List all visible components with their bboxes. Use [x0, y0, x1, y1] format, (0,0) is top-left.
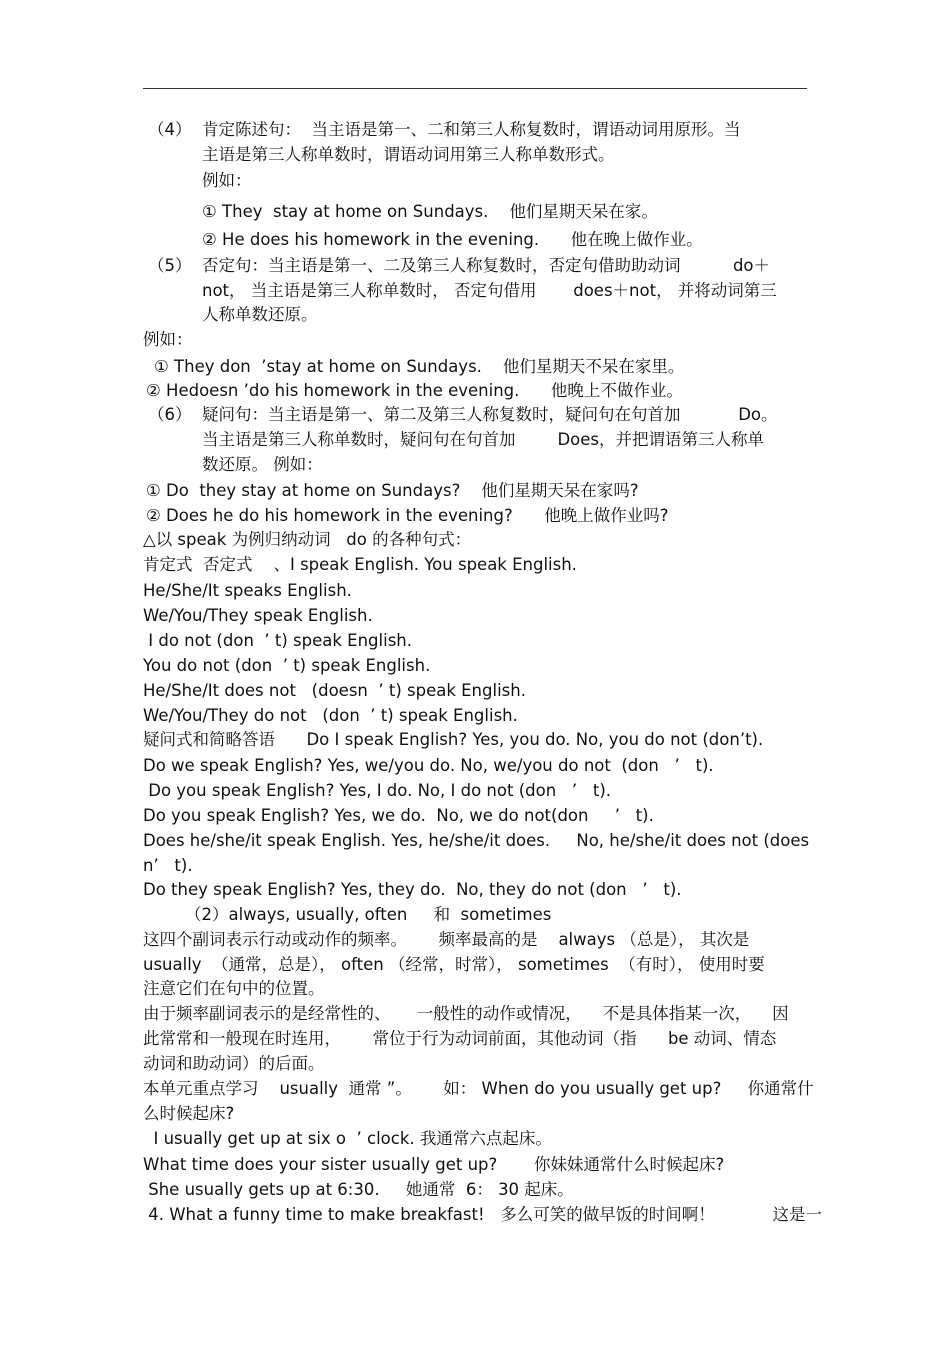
- section-5-example-2: ② Hedoesn ’do his homework in the evening. 他晚上不做作业。: [146, 381, 683, 400]
- section-6-line-3: 数还原。 例如：: [202, 455, 323, 474]
- body-line: 本单元重点学习 usually 通常 ”。 如： When do you usually get up? 你通常什: [143, 1079, 814, 1098]
- body-line: She usually gets up at 6:30. 她通常 6： 30 起床。: [143, 1180, 574, 1199]
- body-line: Do you speak English? Yes, we do. No, we do not(don ’ t).: [143, 806, 654, 825]
- body-line: He/She/It does not (doesn ’ t) speak English.: [143, 681, 526, 700]
- body-line: 此常常和一般现在时连用， 常位于行为动词前面，其他动词（指 be 动词、情态: [143, 1029, 777, 1048]
- section-5-example-label: 例如：: [143, 330, 193, 349]
- section-6-example-1: ① Do they stay at home on Sundays? 他们星期天呆在家吗?: [146, 481, 639, 500]
- body-line: You do not (don ’ t) speak English.: [143, 656, 431, 675]
- body-line: 这四个副词表示行动或动作的频率。 频率最高的是 always （总是）， 其次是: [143, 930, 750, 949]
- header-rule: [143, 88, 807, 89]
- body-line: 4. What a funny time to make breakfast! 多么可笑的做早饭的时间啊！ 这是一: [143, 1205, 822, 1224]
- body-line: 肯定式 否定式 、I speak English. You speak English.: [143, 555, 577, 574]
- body-line: We/You/They do not (don ’ t) speak English.: [143, 706, 518, 725]
- body-line: He/She/It speaks English.: [143, 581, 352, 600]
- body-line: What time does your sister usually get up? 你妹妹通常什么时候起床?: [143, 1155, 725, 1174]
- section-6-line-1: 疑问句：当主语是第一、第二及第三人称复数时，疑问句在句首加 Do。: [202, 405, 778, 424]
- section-4-example-label: 例如：: [202, 171, 252, 190]
- body-line: （2）always, usually, often 和 sometimes: [143, 905, 552, 924]
- body-line: Do you speak English? Yes, I do. No, I do not (don ’ t).: [143, 781, 612, 800]
- section-4-example-2: ② He does his homework in the evening. 他在晚上做作业。: [202, 230, 703, 249]
- body-line: Do we speak English? Yes, we/you do. No, we/you do not (don ’ t).: [143, 756, 714, 775]
- section-4-line-1: 肯定陈述句： 当主语是第一、二和第三人称复数时，谓语动词用原形。当: [202, 120, 741, 139]
- section-5-number: （5）: [148, 256, 192, 275]
- body-line: Does he/she/it speak English. Yes, he/she/it does. No, he/she/it does not (does: [143, 831, 810, 850]
- body-line: n’ t).: [143, 856, 193, 875]
- body-line: 动词和助动词）的后面。: [143, 1054, 325, 1073]
- section-5-example-1: ① They don ’stay at home on Sundays. 他们星期天不呆在家里。: [154, 357, 685, 376]
- body-line: I usually get up at six o ’ clock. 我通常六点起床。: [143, 1129, 552, 1148]
- body-line: 么时候起床?: [143, 1104, 235, 1123]
- body-line: 由于频率副词表示的是经常性的、 一般性的动作或情况， 不是具体指某一次， 因: [143, 1004, 789, 1023]
- body-line: We/You/They speak English.: [143, 606, 373, 625]
- section-4-number: （4）: [148, 120, 192, 139]
- section-6-example-2: ② Does he do his homework in the evening? 他晚上做作业吗?: [146, 506, 669, 525]
- body-line: 注意它们在句中的位置。: [143, 979, 325, 998]
- section-5-line-3: 人称单数还原。: [202, 305, 318, 324]
- body-line: usually （通常，总是）， often （经常，时常）， sometimes （有时）， 使用时要: [143, 955, 765, 974]
- section-5-line-2: not， 当主语是第三人称单数时， 否定句借用 does＋not， 并将动词第三: [202, 281, 777, 300]
- section-4-line-2: 主语是第三人称单数时，谓语动词用第三人称单数形式。: [202, 145, 615, 164]
- section-5-line-1: 否定句：当主语是第一、二及第三人称复数时，否定句借助助动词 do＋: [202, 256, 771, 275]
- body-line: I do not (don ’ t) speak English.: [143, 631, 412, 650]
- section-6-number: （6）: [148, 405, 192, 424]
- body-line: Do they speak English? Yes, they do. No, they do not (don ’ t).: [143, 880, 682, 899]
- body-line: △以 speak 为例归纳动词 do 的各种句式：: [143, 530, 472, 549]
- body-line: 疑问式和简略答语 Do I speak English? Yes, you do. No, you do not (don’t).: [143, 730, 764, 749]
- section-6-line-2: 当主语是第三人称单数时，疑问句在句首加 Does，并把谓语第三人称单: [202, 430, 765, 449]
- section-4-example-1: ① They stay at home on Sundays. 他们星期天呆在家。: [202, 202, 658, 221]
